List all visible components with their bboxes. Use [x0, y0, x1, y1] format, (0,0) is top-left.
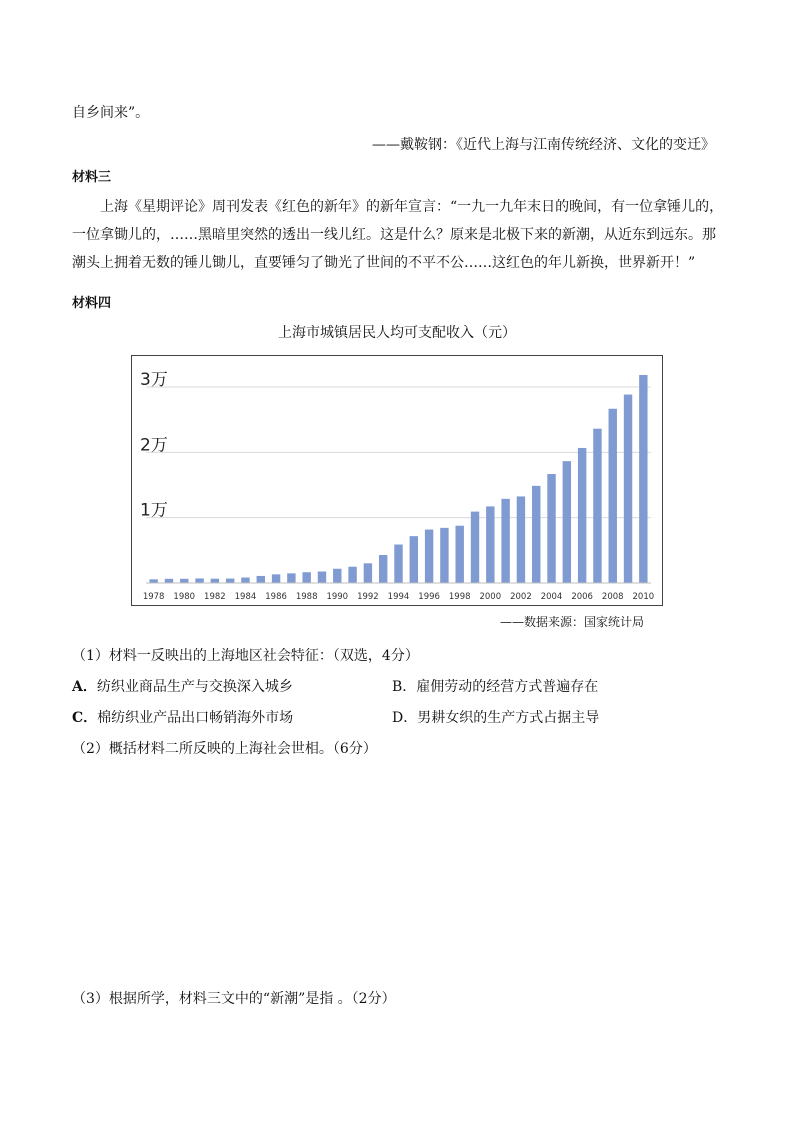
bar-1988 — [302, 572, 310, 583]
x-tick-label: 1982 — [204, 592, 226, 602]
y-tick-label: 1万 — [140, 500, 168, 521]
bar-2006 — [578, 448, 586, 583]
question-2: （2）概括材料二所反映的上海社会世相。（6分） — [72, 741, 377, 757]
material3-paragraph — [72, 193, 732, 277]
x-tick-label: 1988 — [295, 592, 318, 602]
bar-1999 — [471, 512, 479, 583]
bar-2001 — [501, 499, 509, 583]
bar-1990 — [333, 569, 341, 583]
bar-1993 — [379, 555, 387, 583]
bar-1981 — [195, 578, 203, 583]
option-c-letter: C． — [72, 710, 98, 726]
citation: ——戴鞍钢：《近代上海与江南传统经济、文化的变迁》 — [372, 137, 715, 153]
bar-1983 — [226, 579, 234, 583]
bar-1995 — [410, 536, 418, 583]
x-tick-label: 2004 — [540, 592, 563, 602]
x-tick-label: 2000 — [479, 592, 502, 602]
x-tick-label: 2002 — [510, 592, 532, 602]
bar-1996 — [425, 530, 433, 583]
bar-2008 — [609, 409, 617, 583]
x-tick-label: 1996 — [418, 592, 440, 602]
option-a-letter: A． — [72, 679, 97, 695]
bar-1978 — [149, 579, 157, 583]
bar-1987 — [287, 573, 295, 583]
material3-line: 一位拿锄儿的，……黑暗里突然的透出一线儿红。这是什么？原来是北极下来的新潮，从近东到远东。那 — [72, 227, 716, 243]
bar-1997 — [440, 528, 448, 583]
x-tick-label: 2006 — [571, 592, 593, 602]
continued-quote-line: 自乡间来”。 — [72, 105, 150, 121]
option-b — [392, 676, 598, 696]
bar-1980 — [180, 579, 188, 583]
material3-line: 潮头上拥着无数的锤儿锄儿，直要锤匀了锄光了世间的不平不公……这红色的年儿新换，世界新开！” — [72, 255, 696, 271]
option-c-text: 棉纺织业产品出口畅销海外市场 — [97, 710, 294, 726]
material3-line: 上海《星期评论》周刊发表《红色的新年》的新年宣言：“一九一九年末日的晚间，有一位拿锤儿的， — [100, 199, 724, 215]
bar-1998 — [456, 526, 464, 583]
x-tick-label: 1992 — [357, 592, 379, 602]
option-b-letter: B． — [392, 679, 417, 695]
x-tick-label: 2010 — [632, 592, 655, 602]
chart-canvas — [132, 356, 664, 607]
bar-1992 — [364, 563, 372, 583]
bar-1986 — [272, 574, 280, 583]
x-tick-label: 2008 — [601, 592, 624, 602]
option-d-text: 男耕女织的生产方式占据主导 — [417, 710, 600, 726]
x-tick-label: 1990 — [326, 592, 349, 602]
bar-2007 — [593, 429, 601, 583]
y-tick-label: 2万 — [140, 435, 168, 456]
option-d-letter: D． — [392, 710, 418, 726]
bar-1994 — [394, 545, 402, 583]
bar-1985 — [257, 576, 265, 583]
bar-2000 — [486, 506, 494, 583]
x-tick-label: 1980 — [173, 592, 196, 602]
bar-1989 — [318, 572, 326, 583]
chart-title: 上海市城镇居民人均可支配收入（元） — [278, 325, 516, 341]
option-a — [72, 676, 293, 696]
x-tick-label: 1994 — [387, 592, 410, 602]
material4-heading: 材料四 — [72, 296, 112, 311]
bar-2009 — [624, 395, 632, 583]
question-1: （1）材料一反映出的上海地区社会特征：（双选，4分） — [72, 648, 419, 664]
bar-1982 — [211, 579, 219, 583]
option-d — [392, 707, 599, 727]
bar-2010 — [639, 375, 647, 583]
y-tick-label: 3万 — [140, 370, 168, 390]
x-tick-label: 1978 — [142, 592, 165, 602]
option-c — [72, 707, 293, 727]
bar-2004 — [547, 474, 555, 583]
bar-2005 — [563, 461, 571, 583]
bar-1979 — [165, 579, 173, 583]
income-chart — [131, 355, 663, 606]
bar-1984 — [241, 578, 249, 583]
bar-2002 — [517, 496, 525, 583]
bar-2003 — [532, 486, 540, 583]
material3-heading: 材料三 — [72, 170, 112, 185]
bar-1991 — [348, 567, 356, 583]
question-3: （3）根据所学，材料三文中的“新潮”是指 。（2分） — [72, 991, 396, 1007]
x-tick-label: 1986 — [265, 592, 287, 602]
x-tick-label: 1984 — [234, 592, 257, 602]
data-source: ——数据来源：国家统计局 — [500, 615, 645, 629]
option-a-text: 纺织业商品生产与交换深入城乡 — [96, 679, 293, 695]
x-tick-label: 1998 — [448, 592, 471, 602]
option-b-text: 雇佣劳动的经营方式普遍存在 — [416, 679, 599, 695]
